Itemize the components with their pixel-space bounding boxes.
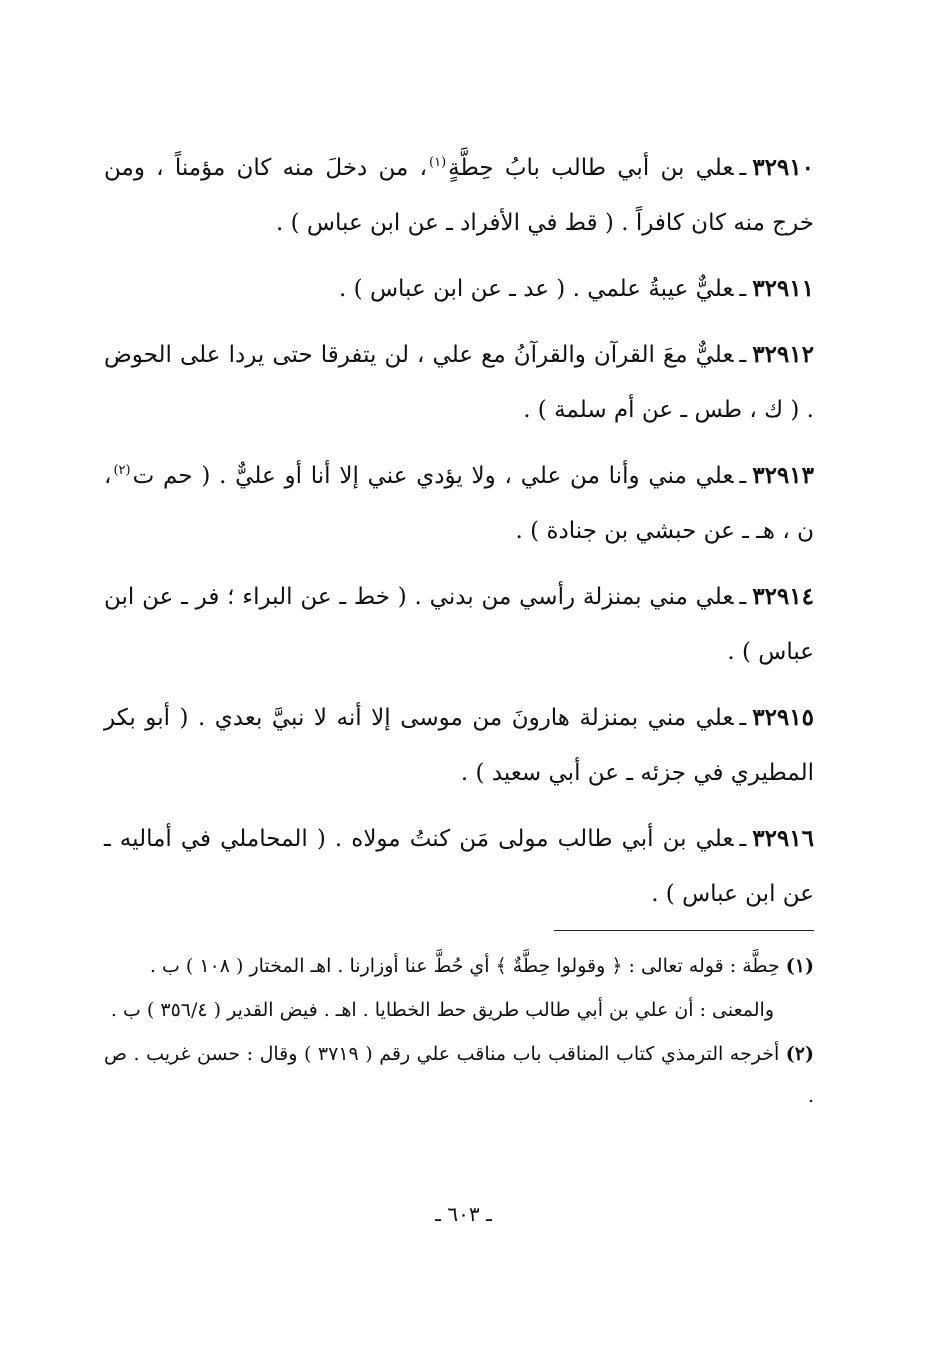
entry-text: علي بن أبي طالب بابُ حِطَّةٍ [448, 155, 734, 181]
footnote-ref: (١) [429, 155, 447, 171]
footnote-continuation [104, 989, 814, 1031]
footnote-text: والمعنى : أن علي بن أبي طالب طريق حط الخطايا . اهـ . فيض القدير ( ٣٥٦/٤ ) ب . [110, 999, 774, 1021]
entry-number: ٣٢٩١٢ [752, 341, 814, 368]
hadith-entry: ٣٢٩١٥ـعلي مني بمنزلة هارونَ من موسى إلا أنه لا نبيَّ بعدي . ( أبو بكر المطيري في جزئه ـ عن أبي سعيد ) . [104, 704, 814, 786]
footnotes [104, 930, 814, 1119]
entry-text: عليٌّ عيبةُ علمي . ( عد ـ عن ابن عباس ) . [339, 276, 734, 302]
hadith-entry: ٣٢٩١١ـعليٌّ عيبةُ علمي . ( عد ـ عن ابن عباس ) . [339, 275, 814, 302]
entry-text: علي مني بمنزلة هارونَ من موسى إلا أنه لا نبيَّ بعدي . ( أبو بكر المطيري في جزئه ـ عن أبي سعيد ) . [104, 705, 814, 786]
hadith-entry: ٣٢٩١٢ـعليٌّ معَ القرآن والقرآنُ مع علي ، لن يتفرقا حتى يردا على الحوض . ( ك ، طس ـ عن أم سلمة ) . [104, 341, 814, 423]
hadith-entry: ٣٢٩١٣ـعلي مني وأنا من علي ، ولا يؤدي عني إلا أنا أو عليٌّ . ( حم ت$^{(٢)}$، ن ، هـ ـ عن حبشي بن جنادة ) . [104, 462, 814, 544]
entry-text: علي مني بمنزلة رأسي من بدني . ( خط ـ عن البراء ؛ فر ـ عن ابن عباس ) . [104, 584, 814, 665]
entry-number: ٣٢٩١٠ [752, 154, 814, 181]
hadith-entry: ٣٢٩١٠ـعلي بن أبي طالب بابُ حِطَّةٍ$^{(١)}$، من دخلَ منه كان مؤمناً ، ومن خرج منه كان كافراً . ( قط في الأفراد ـ عن ابن عباس ) . [104, 154, 814, 236]
hadith-entry: ٣٢٩١٦ـعلي بن أبي طالب مولى مَن كنتُ مولاه . ( المحاملي في أماليه ـ عن ابن عباس ) . [104, 825, 814, 907]
footnote-number: (٢) [785, 1043, 814, 1065]
footnote-number: (١) [785, 955, 814, 977]
footnote [104, 1033, 814, 1117]
footnote [104, 945, 814, 987]
entry-number: ٣٢٩١٤ [752, 583, 814, 610]
entry-text: علي بن أبي طالب مولى مَن كنتُ مولاه . ( المحاملي في أماليه ـ عن ابن عباس ) . [104, 826, 814, 907]
footnote-text: أخرجه الترمذي كتاب المناقب باب مناقب علي رقم ( ٣٧١٩ ) وقال : حسن غريب . ص . [104, 1043, 814, 1107]
entry-text: علي مني وأنا من علي ، ولا يؤدي عني إلا أنا أو عليٌّ . ( حم ت [132, 463, 734, 489]
entry-number: ٣٢٩١١ [752, 275, 814, 302]
entry-text-continued: ، من دخلَ منه كان مؤمناً ، ومن خرج منه كان كافراً . ( قط في الأفراد ـ عن ابن عباس ) . [104, 155, 814, 236]
entry-text: عليٌّ معَ القرآن والقرآنُ مع علي ، لن يتفرقا حتى يردا على الحوض . ( ك ، طس ـ عن أم سلمة ) . [104, 342, 814, 423]
hadith-entry: ٣٢٩١٤ـعلي مني بمنزلة رأسي من بدني . ( خط ـ عن البراء ؛ فر ـ عن ابن عباس ) . [104, 583, 814, 665]
entry-number: ٣٢٩١٦ [752, 825, 814, 852]
page-number: ـ ٦٠٣ ـ [435, 1202, 492, 1226]
entry-number: ٣٢٩١٥ [752, 704, 814, 731]
footnote-ref: (٢) [113, 463, 131, 479]
hadith-entries [104, 140, 814, 932]
footnote-text: حِطَّة : قوله تعالى : ﴿ وقولوا حِطَّةٌ ﴾ أي حُطَّ عنا أوزارنا . اهـ المختار ( ١٠٨ ) ب . [149, 955, 780, 977]
footnote-separator [554, 930, 814, 931]
entry-text-continued: ، ن ، هـ ـ عن حبشي بن جنادة ) . [104, 463, 814, 544]
entry-number: ٣٢٩١٣ [752, 462, 814, 489]
